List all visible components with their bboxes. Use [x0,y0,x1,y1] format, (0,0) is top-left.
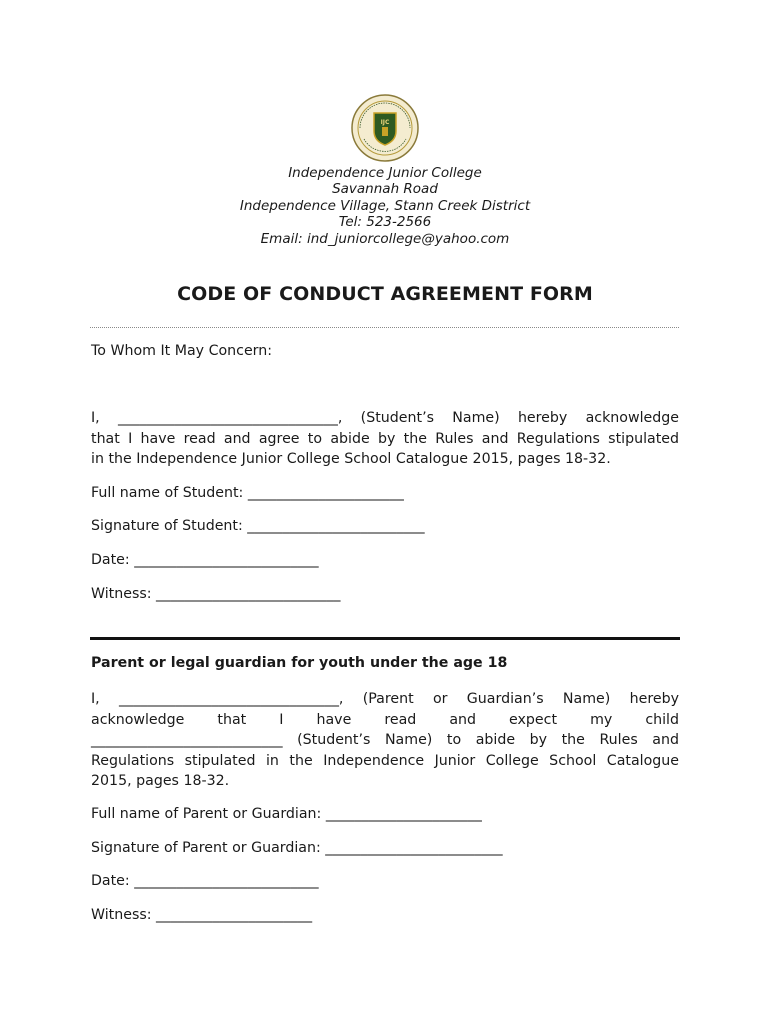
guardian-full-name-field[interactable]: Full name of Parent or Guardian: ______________________ [91,806,482,822]
guardian-statement [91,689,679,792]
student-signature-field[interactable]: Signature of Student: _________________________ [91,518,425,534]
guardian-statement-line: ___________________________ (Student’s Name) to abide by the Rules and [91,732,679,749]
guardian-signature-field[interactable]: Signature of Parent or Guardian: _________________________ [91,840,503,856]
school-address-block [0,165,770,247]
college-seal-logo [350,93,420,163]
guardian-section-heading: Parent or legal guardian for youth under the age 18 [91,655,508,671]
svg-text:IJC: IJC [380,119,390,126]
student-full-name-field[interactable]: Full name of Student: ______________________ [91,485,404,501]
section-divider [90,637,680,640]
guardian-statement-line: Regulations stipulated in the Independence Junior College School Catalogue [91,752,679,769]
title-divider [90,327,679,328]
school-road: Savannah Road [332,181,438,198]
guardian-witness-field[interactable]: Witness: ______________________ [91,907,313,923]
guardian-statement-line: acknowledge that I have read and expect my child [91,711,679,728]
school-district: Independence Village, Stann Creek District [239,197,531,214]
student-date-field[interactable]: Date: __________________________ [91,552,319,568]
school-email: Email: ind_juniorcollege@yahoo.com [260,230,510,247]
guardian-statement-line: 2015, pages 18-32. [91,773,230,790]
salutation: To Whom It May Concern: [91,343,273,359]
student-statement-line: in the Independence Junior College School Catalogue 2015, pages 18-32. [91,451,611,468]
guardian-statement-line: I, _______________________________, (Parent or Guardian’s Name) hereby [91,691,679,707]
student-statement [91,408,679,470]
student-statement-line: that I have read and agree to abide by the Rules and Regulations stipulated [91,430,679,447]
student-witness-field[interactable]: Witness: __________________________ [91,586,341,602]
form-title: CODE OF CONDUCT AGREEMENT FORM [177,283,593,305]
student-statement-line: I, _______________________________, (Student’s Name) hereby acknowledge [91,410,679,426]
guardian-date-field[interactable]: Date: __________________________ [91,873,319,889]
school-name: Independence Junior College [288,165,482,181]
school-phone: Tel: 523-2566 [338,214,432,231]
